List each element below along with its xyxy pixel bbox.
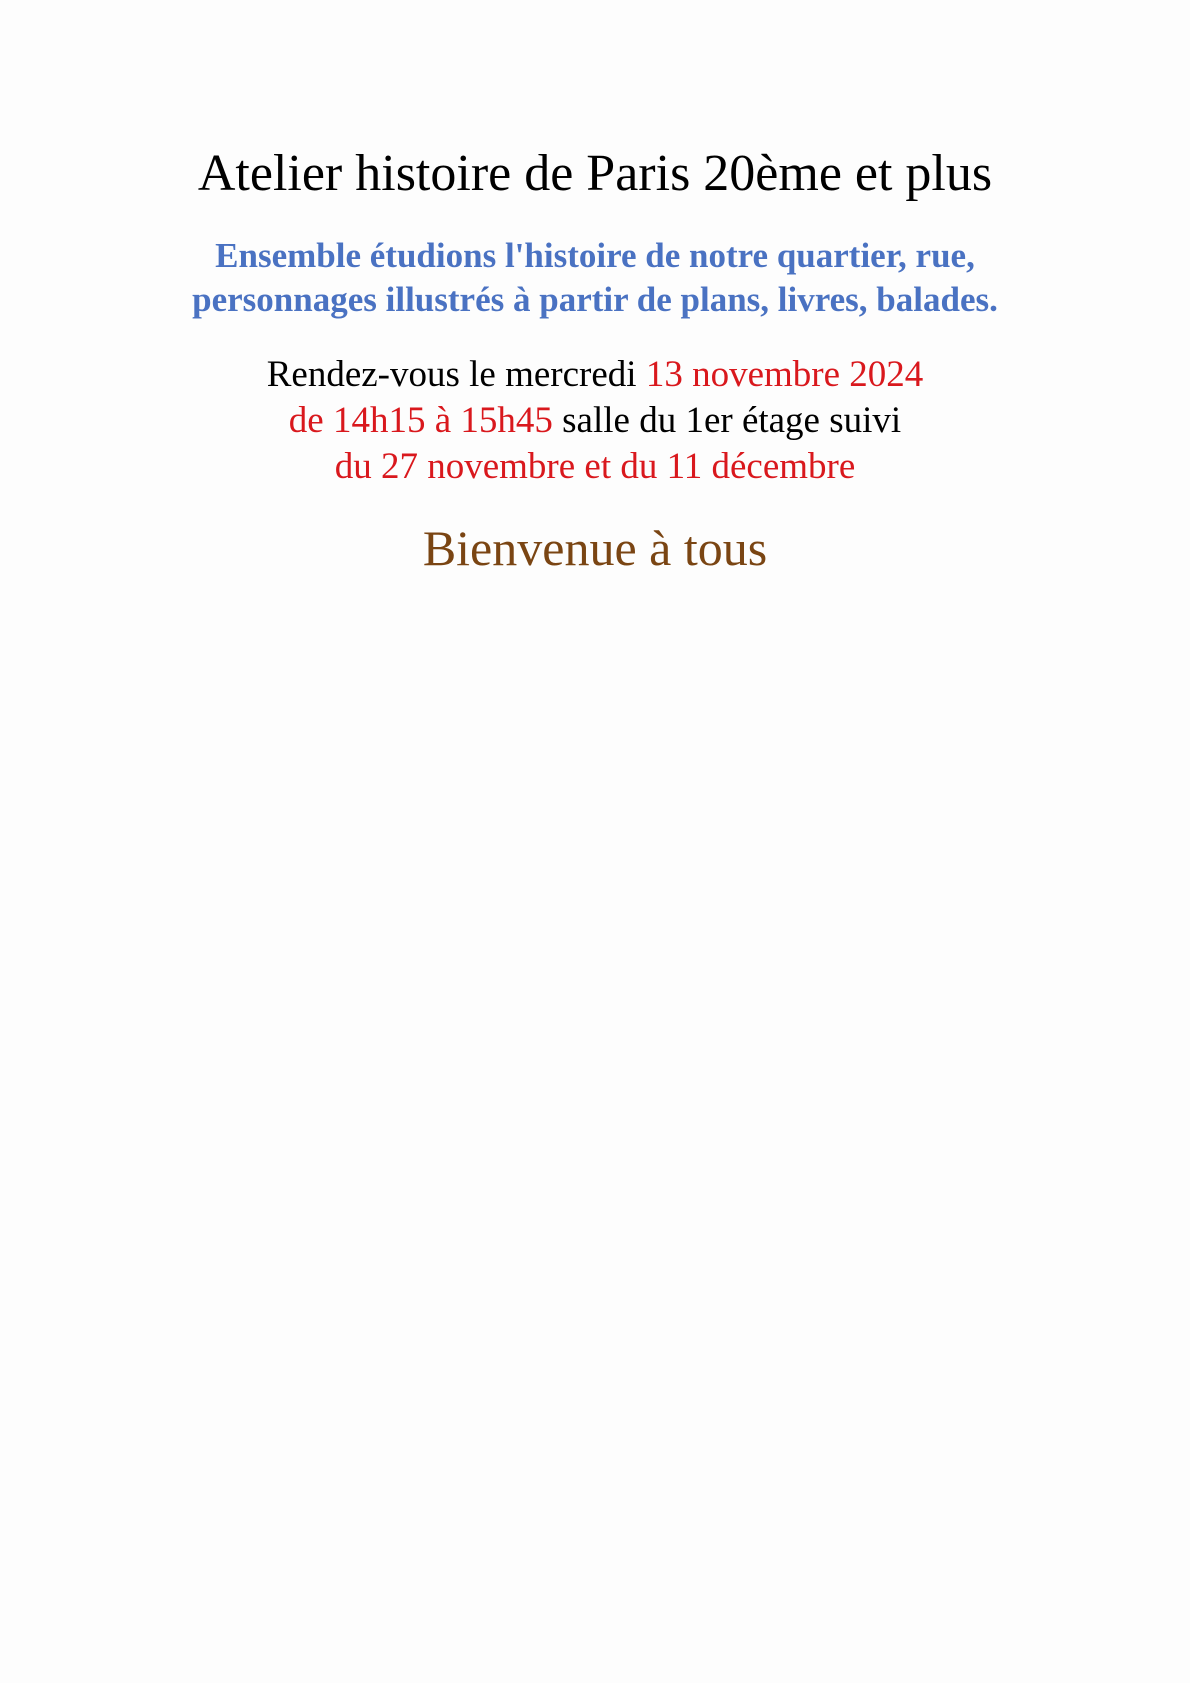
- schedule-time: de 14h15 à 15h45: [288, 400, 553, 441]
- schedule-line-2: [0, 398, 1190, 444]
- welcome-message: Bienvenue à tous: [422, 520, 768, 576]
- schedule-intro-text: Rendez-vous le mercredi: [266, 354, 646, 395]
- subtitle: [0, 234, 1190, 322]
- schedule-first-date: 13 novembre 2024: [645, 354, 924, 395]
- schedule-room-text: salle du 1er étage suivi: [552, 400, 902, 441]
- subtitle-line-2: personnages illustrés à partir de plans, livres, balades.: [192, 280, 998, 319]
- schedule-block: [0, 352, 1190, 490]
- subtitle-line-1: Ensemble étudions l'histoire de notre quartier, rue,: [215, 236, 975, 275]
- page-title: Atelier histoire de Paris 20ème et plus: [197, 145, 993, 202]
- schedule-line-1: [0, 352, 1190, 398]
- schedule-following-dates: du 27 novembre et du 11 décembre: [334, 446, 856, 487]
